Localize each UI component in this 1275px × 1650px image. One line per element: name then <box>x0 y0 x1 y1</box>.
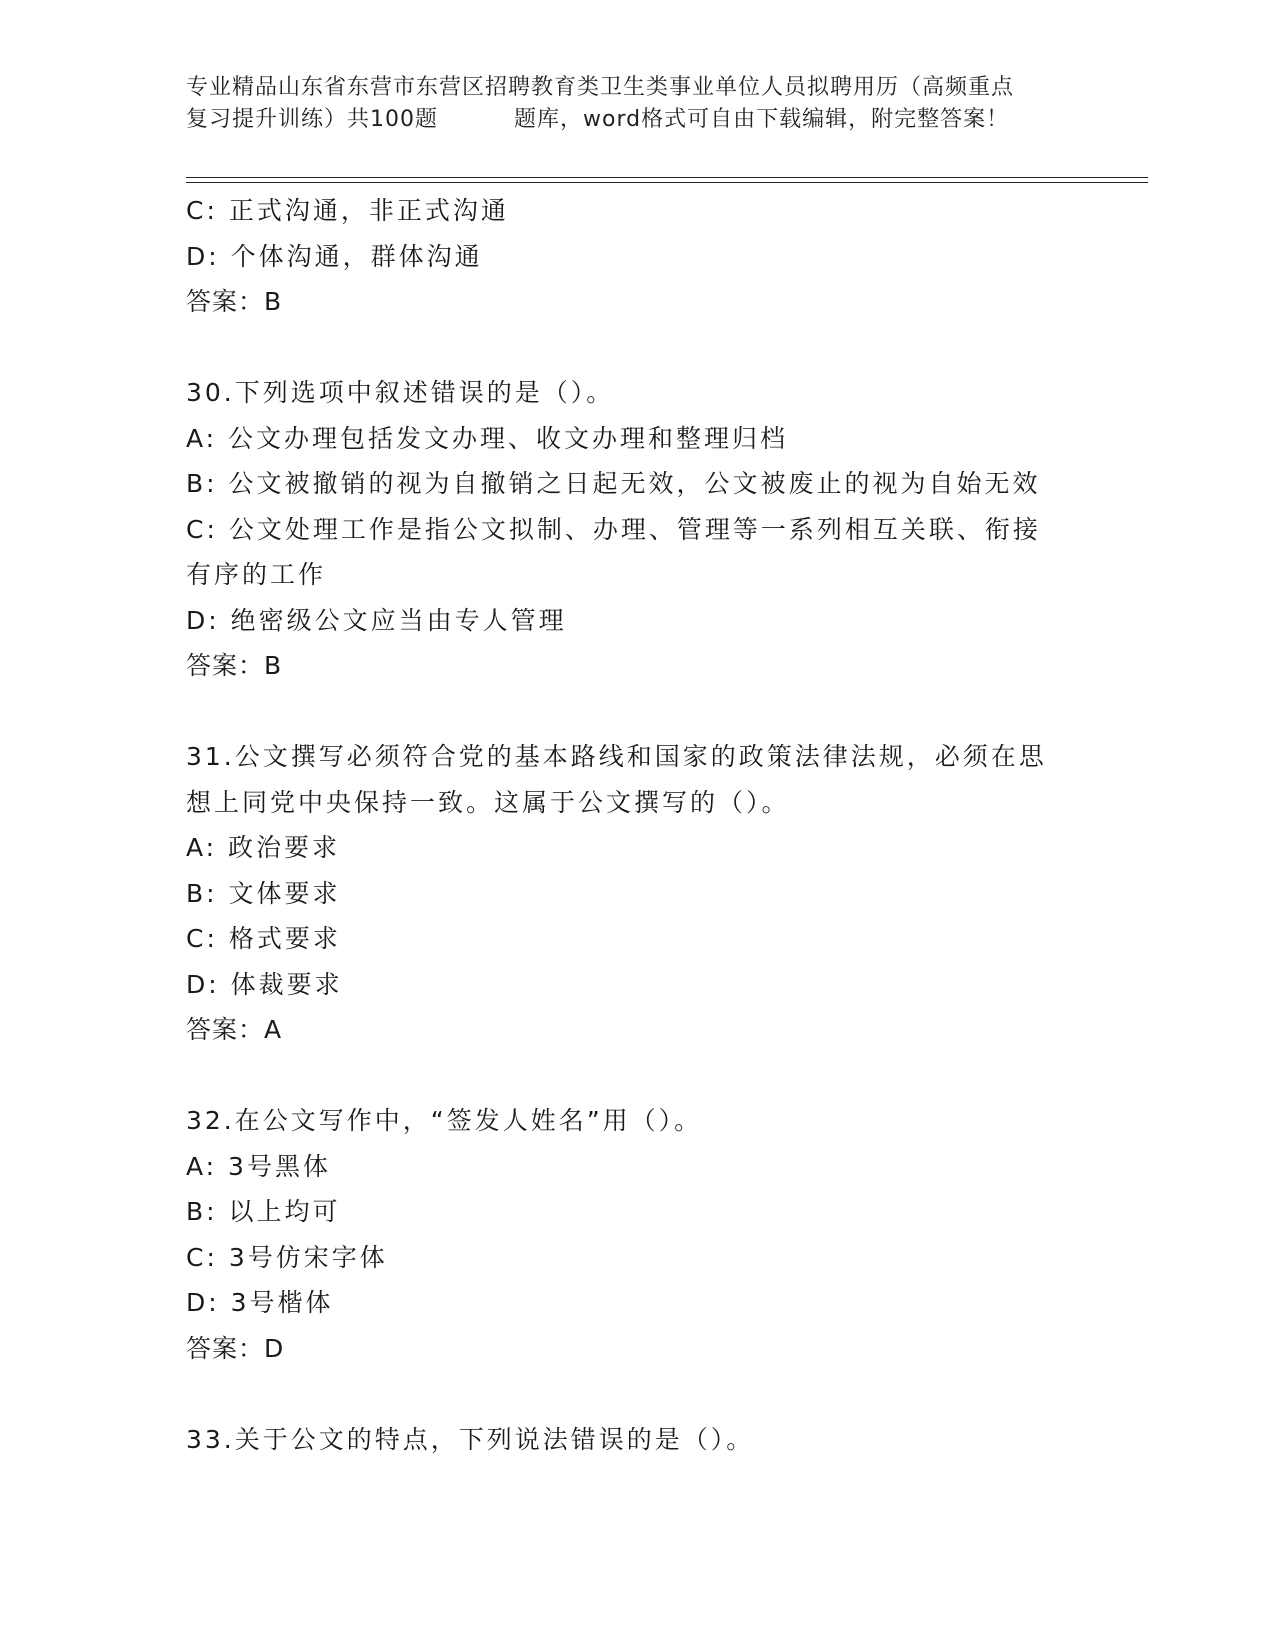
header-line-2-part-b: 题库，word格式可自由下载编辑，附完整答案！ <box>514 107 1010 132</box>
option-d: D: 3号楷体 <box>186 1288 334 1317</box>
header-line-2 <box>186 104 1086 136</box>
answer: 答案：B <box>186 287 283 316</box>
question-stem: 31.公文撰写必须符合党的基本路线和国家的政策法律法规，必须在思 <box>186 742 1047 771</box>
question-32 <box>186 1098 1086 1371</box>
header-line-2-part-a: 复习提升训练）共100题 <box>186 107 438 132</box>
option-d: D: 个体沟通，群体沟通 <box>186 241 483 271</box>
option-c-continued: 有序的工作 <box>186 560 327 589</box>
header-divider-bottom <box>186 182 1148 183</box>
option-d: D: 体裁要求 <box>186 969 343 999</box>
question-30 <box>186 370 1086 689</box>
answer: 答案：A <box>186 1015 283 1044</box>
option-a: A: 公文办理包括发文办理、收文办理和整理归档 <box>186 423 789 453</box>
question-33 <box>186 1417 1086 1463</box>
option-d: D: 绝密级公文应当由专人管理 <box>186 605 567 635</box>
header-divider-top <box>186 177 1148 178</box>
option-c: C: 3号仿宋字体 <box>186 1242 388 1272</box>
question-31 <box>186 734 1086 1053</box>
question-29-tail <box>186 188 1086 325</box>
option-b: B: 公文被撤销的视为自撤销之日起无效，公文被废止的视为自始无效 <box>186 469 1041 498</box>
answer: 答案：D <box>186 1333 285 1363</box>
question-list <box>186 188 1086 1462</box>
option-c: C: 公文处理工作是指公文拟制、办理、管理等一系列相互关联、衔接 <box>186 514 1041 544</box>
option-b: B: 文体要求 <box>186 878 341 908</box>
answer: 答案：B <box>186 651 283 680</box>
question-stem: 32.在公文写作中，“签发人姓名”用（）。 <box>186 1106 703 1135</box>
option-c: C: 格式要求 <box>186 924 341 953</box>
question-stem: 33.关于公文的特点，下列说法错误的是（）。 <box>186 1424 755 1454</box>
question-stem: 30.下列选项中叙述错误的是（）。 <box>186 378 615 407</box>
option-c: C: 正式沟通，非正式沟通 <box>186 196 509 225</box>
question-stem-continued: 想上同党中央保持一致。这属于公文撰写的（）。 <box>186 787 790 817</box>
document-header <box>186 72 1086 136</box>
option-a: A: 政治要求 <box>186 833 341 862</box>
option-a: A: 3号黑体 <box>186 1151 331 1181</box>
option-b: B: 以上均可 <box>186 1197 341 1226</box>
header-line-1: 专业精品山东省东营市东营区招聘教育类卫生类事业单位人员拟聘用历（高频重点 <box>186 75 1015 100</box>
